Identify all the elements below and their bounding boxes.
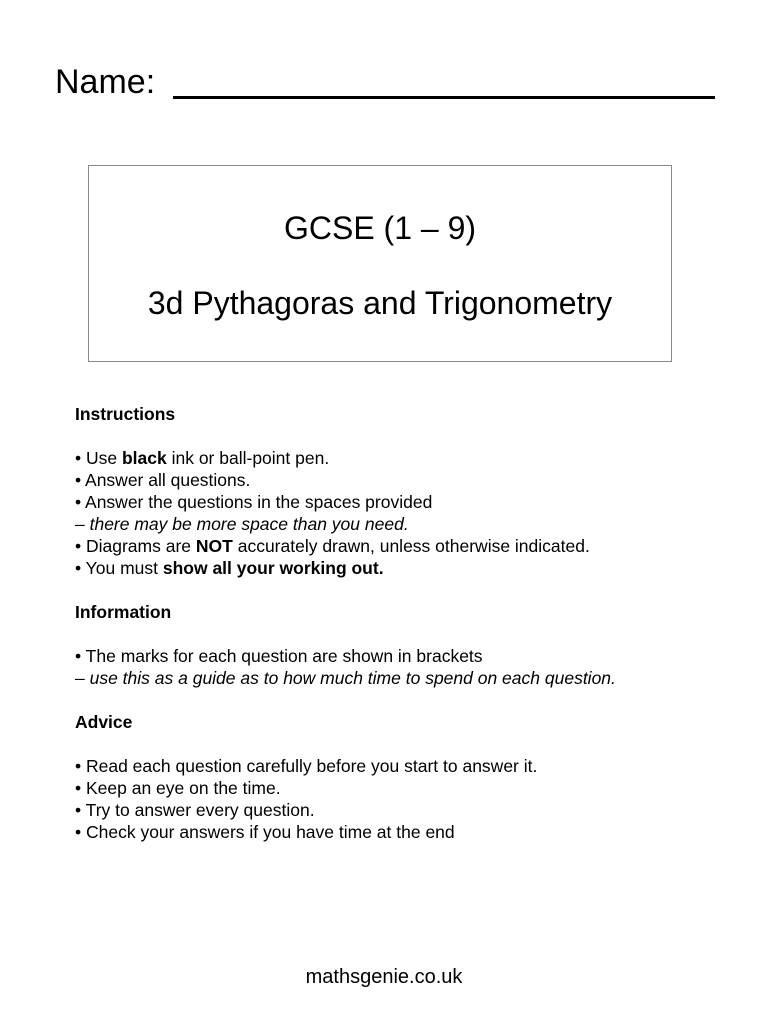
spacer bbox=[75, 425, 755, 447]
instruction-text: • You must bbox=[75, 558, 163, 578]
title-box bbox=[88, 165, 672, 362]
spacer bbox=[75, 733, 755, 755]
name-field-row bbox=[55, 60, 715, 104]
instruction-item bbox=[75, 557, 755, 579]
spacer bbox=[75, 623, 755, 645]
information-heading: Information bbox=[75, 602, 172, 622]
instruction-item bbox=[75, 447, 755, 469]
instructions-heading: Instructions bbox=[75, 404, 176, 424]
advice-item: • Keep an eye on the time. bbox=[75, 778, 281, 798]
footer-site-name: mathsgenie.co.uk bbox=[305, 966, 463, 988]
instruction-item: • Answer all questions. bbox=[75, 470, 251, 490]
name-label: Name: bbox=[55, 63, 156, 101]
advice-heading: Advice bbox=[75, 712, 133, 732]
name-write-line[interactable] bbox=[173, 96, 715, 99]
instruction-item-continuation: – there may be more space than you need. bbox=[75, 514, 409, 534]
cover-instructions bbox=[75, 403, 755, 843]
advice-item: • Try to answer every question. bbox=[75, 800, 315, 820]
instruction-text: ink or ball-point pen. bbox=[166, 448, 330, 468]
topic-title: 3d Pythagoras and Trigonometry bbox=[147, 285, 613, 321]
spacer bbox=[75, 579, 755, 601]
spacer bbox=[75, 689, 755, 711]
instruction-text: • Diagrams are bbox=[75, 536, 196, 556]
instruction-emphasis: show all your working out. bbox=[162, 558, 384, 578]
advice-item: • Read each question carefully before you start to answer it. bbox=[75, 756, 538, 776]
instruction-emphasis: black bbox=[121, 448, 167, 468]
instruction-text: accurately drawn, unless otherwise indicated. bbox=[232, 536, 590, 556]
advice-item: • Check your answers if you have time at the end bbox=[75, 822, 455, 842]
information-item: • The marks for each question are shown in brackets bbox=[75, 646, 483, 666]
information-item-continuation: – use this as a guide as to how much time to spend on each question. bbox=[75, 668, 616, 688]
instruction-item: • Answer the questions in the spaces provided bbox=[75, 492, 433, 512]
exam-level-title: GCSE (1 – 9) bbox=[283, 210, 477, 246]
instruction-text: • Use bbox=[75, 448, 122, 468]
instruction-emphasis: NOT bbox=[195, 536, 233, 556]
instruction-item bbox=[75, 535, 755, 557]
